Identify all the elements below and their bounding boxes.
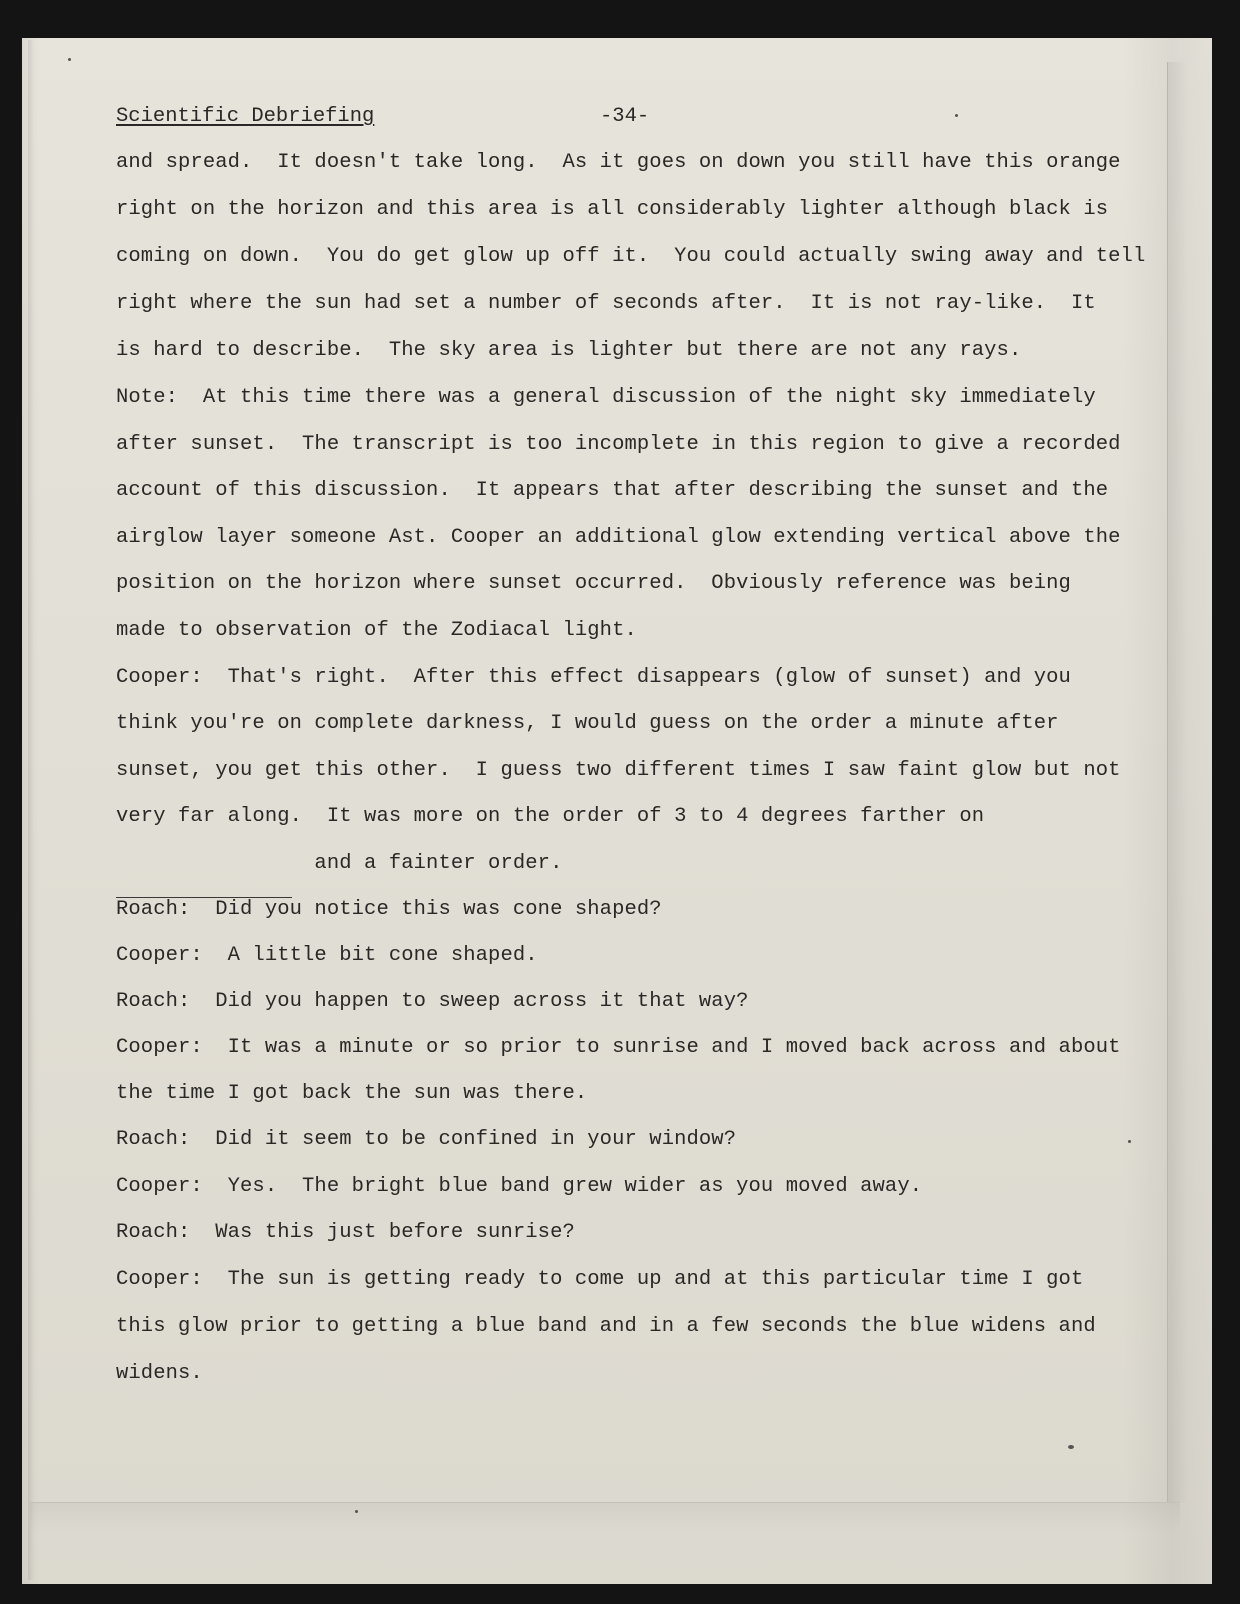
text-line: Cooper: It was a minute or so prior to sunrise and I moved back across and about <box>116 1036 1121 1059</box>
text-line: widens. <box>116 1362 203 1385</box>
text-line: position on the horizon where sunset occurred. Obviously reference was being <box>116 572 1071 595</box>
text-line: Cooper: That's right. After this effect disappears (glow of sunset) and you <box>116 666 1071 689</box>
paper-speck <box>1068 1445 1074 1449</box>
text-line: Roach: Was this just before sunrise? <box>116 1221 575 1244</box>
page-right-edge <box>1167 62 1188 1502</box>
text-line: coming on down. You do get glow up off it. You could actually swing away and tell <box>116 245 1146 268</box>
text-line: Cooper: Yes. The bright blue band grew wider as you moved away. <box>116 1175 923 1198</box>
text-line: very far along. It was more on the order of 3 to 4 degrees farther on <box>116 805 985 828</box>
text-line: the time I got back the sun was there. <box>116 1082 588 1105</box>
paper-speck <box>355 1510 358 1513</box>
text-line: right on the horizon and this area is all considerably lighter although black is <box>116 198 1109 221</box>
text-line: Cooper: A little bit cone shaped. <box>116 944 538 967</box>
page-number: -34- <box>600 105 650 128</box>
text-line: after sunset. The transcript is too incomplete in this region to give a recorded <box>116 433 1121 456</box>
paper-speck <box>1128 1140 1131 1143</box>
text-line: account of this discussion. It appears that after describing the sunset and the <box>116 479 1109 502</box>
text-line: Roach: Did you notice this was cone shaped? <box>116 898 662 921</box>
document-title: Scientific Debriefing <box>116 105 375 128</box>
text-line: think you're on complete darkness, I would guess on the order a minute after <box>116 712 1059 735</box>
text-line: right where the sun had set a number of seconds after. It is not ray-like. It <box>116 292 1096 315</box>
text-line: and spread. It doesn't take long. As it goes on down you still have this orange <box>116 151 1121 174</box>
page-bottom-edge <box>30 1502 1180 1533</box>
text-line: sunset, you get this other. I guess two different times I saw faint glow but not <box>116 759 1121 782</box>
paper-speck <box>68 58 71 61</box>
text-line: this glow prior to getting a blue band and in a few seconds the blue widens and <box>116 1315 1096 1338</box>
text-line: Note: At this time there was a general discussion of the night sky immediately <box>116 386 1096 409</box>
paper-speck <box>955 114 958 117</box>
page-left-edge <box>28 40 34 1580</box>
text-line: Cooper: The sun is getting ready to come up and at this particular time I got <box>116 1268 1084 1291</box>
text-line: Roach: Did it seem to be confined in your window? <box>116 1128 737 1151</box>
text-line: is hard to describe. The sky area is lighter but there are not any rays. <box>116 339 1022 362</box>
text-line: Roach: Did you happen to sweep across it that way? <box>116 990 749 1013</box>
text-line: and a fainter order. <box>116 852 563 875</box>
text-line: made to observation of the Zodiacal light. <box>116 619 637 642</box>
text-line: airglow layer someone Ast. Cooper an additional glow extending vertical above the <box>116 526 1121 549</box>
